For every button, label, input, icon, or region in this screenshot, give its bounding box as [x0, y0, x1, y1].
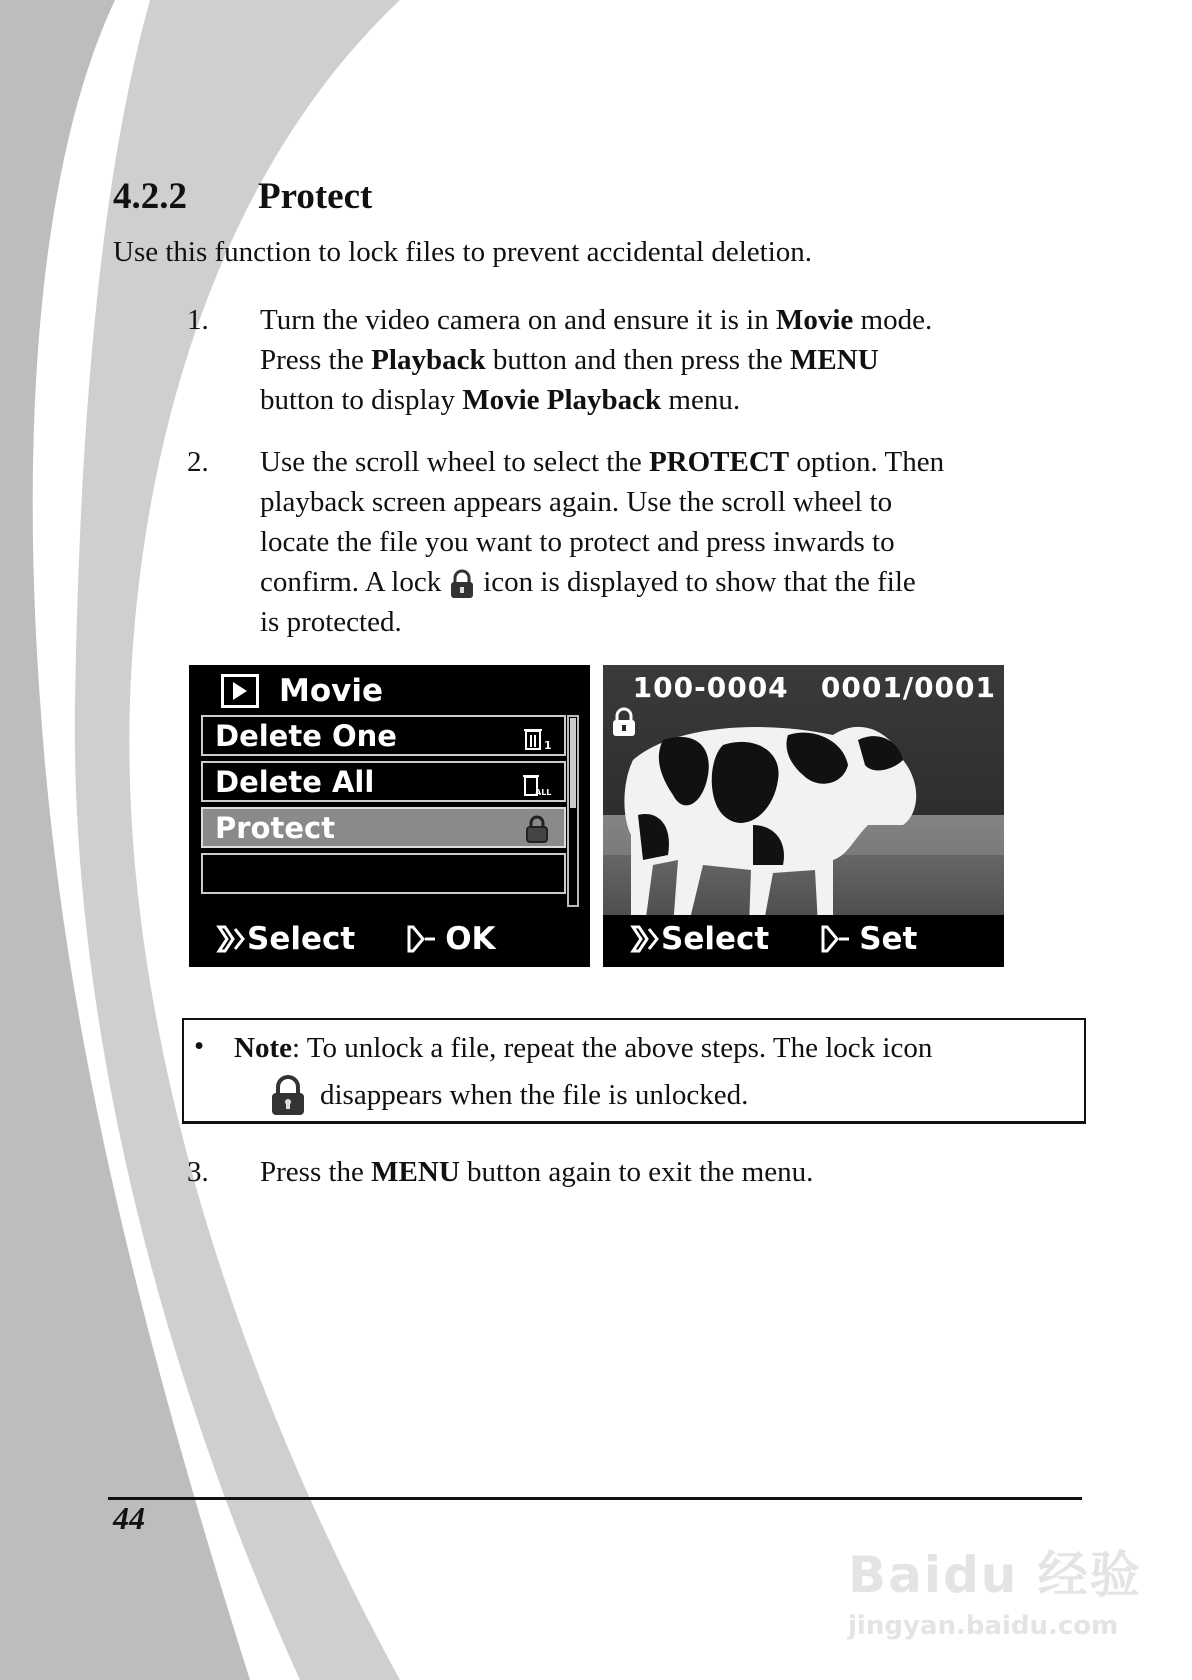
protected-lock-icon — [611, 707, 637, 737]
file-id: 100-0004 — [632, 671, 789, 704]
camera-menu-screen — [189, 665, 590, 967]
step-body: Turn the video camera on and ensure it is in Movie mode. Press the Playback button and then press the MENU button to display Movie Playback menu. — [260, 304, 933, 416]
step-number: 2. — [187, 446, 209, 478]
softkey-bar — [215, 921, 546, 957]
watermark-url: jingyan.baidu.com — [848, 1611, 1119, 1641]
section-title: Protect — [258, 176, 373, 217]
note-line-2: disappears when the file is unlocked. — [268, 1074, 748, 1116]
page-number: 44 — [113, 1500, 145, 1536]
camera-playback-screen — [603, 665, 1004, 967]
menu-item-protect[interactable]: Protect — [201, 807, 566, 848]
menu-title: Movie — [221, 671, 383, 711]
footer-rule — [108, 1497, 1082, 1500]
note-box — [182, 1018, 1086, 1124]
note-line-1: Note: To unlock a file, repeat the above steps. The lock icon — [234, 1032, 933, 1064]
trash-one-icon — [522, 723, 552, 751]
svg-text:ALL: ALL — [535, 788, 552, 797]
step-number: 1. — [187, 304, 209, 336]
lock-icon — [268, 1074, 308, 1116]
file-info — [633, 671, 996, 704]
playback-icon — [221, 674, 259, 708]
intro-text: Use this function to lock files to prevent accidental deletion. — [113, 236, 813, 268]
menu-scrollbar[interactable] — [567, 715, 579, 907]
press-icon — [405, 923, 445, 955]
file-counter: 0001/0001 — [820, 671, 996, 704]
softkey-set: Set — [859, 921, 918, 957]
note-label: Note — [234, 1032, 292, 1064]
step-number: 3. — [187, 1156, 209, 1188]
watermark — [848, 1535, 1142, 1641]
softkey-select: Select — [661, 921, 770, 957]
menu-item-delete-one[interactable]: Delete One 1 — [201, 715, 566, 756]
scroll-wheel-icon — [629, 923, 661, 955]
press-icon — [819, 923, 859, 955]
svg-text:1: 1 — [544, 739, 552, 751]
step-body: Use the scroll wheel to select the PROTECT option. Then playback screen appears again. Use the scroll wheel to locate the file you want to protect and press inwards to confirm. A lock icon is displayed to show that the file is protected. — [260, 446, 945, 638]
scroll-thumb[interactable] — [570, 718, 576, 808]
softkey-bar — [629, 921, 967, 957]
section-number: 4.2.2 — [113, 176, 187, 217]
menu-item-empty — [201, 853, 566, 894]
step-body: Press the MENU button again to exit the menu. — [260, 1156, 814, 1188]
softkey-select: Select — [247, 921, 356, 957]
bullet: • — [194, 1030, 205, 1062]
scroll-wheel-icon — [215, 923, 247, 955]
softkey-ok: OK — [445, 921, 496, 957]
lock-icon — [449, 569, 475, 599]
trash-all-icon — [522, 769, 552, 797]
lock-icon — [522, 815, 552, 843]
watermark-logo: Baidu 经验 — [848, 1546, 1142, 1604]
menu-item-delete-all[interactable]: Delete All ALL — [201, 761, 566, 802]
section-heading — [113, 175, 372, 218]
